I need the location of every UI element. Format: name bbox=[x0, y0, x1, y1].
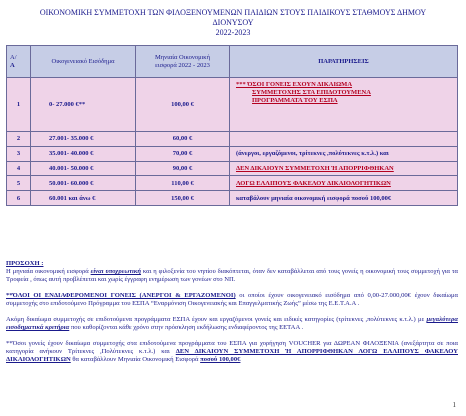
row-fee: 60,00 € bbox=[136, 132, 230, 147]
table-row bbox=[7, 146, 458, 161]
row-number: 1 bbox=[7, 78, 31, 132]
fees-table bbox=[6, 45, 458, 206]
row-fee: 110,00 € bbox=[136, 176, 230, 191]
row-fee: 70,00 € bbox=[136, 146, 230, 161]
row-remarks: ΛΟΓΩ ΕΛΛΙΠΟΥΣ ΦΑΚΕΛΟΥ ΔΙΚΑΙΟΛΟΓΗΤΙΚΩΝ bbox=[230, 176, 458, 191]
note-other-programs: Ακόμη δικαίωμα συμμετοχής σε επιδοτούμενα προγράμματα ΕΣΠΑ έχουν και εργαζόμενοι γονείς και ειδικές κατηγορίες (τρίτεκνες ,πολύτεκνες κ.τ.λ.) με μεγαλύτερα εισοδηματικά κριτήρια που καθορίζονται κάθε χρόνο στην πρόσκληση εκδήλωσης ενδιαφέροντος της ΕΕΤΑΑ . bbox=[6, 316, 458, 331]
row-income: 35.001- 40.000 € bbox=[31, 146, 136, 161]
remarks-espa-note: *** ΌΣΟΙ ΓΟΝΕΙΣ ΕΧΟΥΝ ΔΙΚΑΙΩΜΑ ΣΥΜΜΕΤΟΧΗΣ ΣΤΑ ΕΠΙΔΟΤΟΥΜΕΝΑ ΠΡΟΓΡΑΜΜΑΤΑ ΤΟΥ ΕΣΠΑ bbox=[236, 80, 371, 104]
row-income: 50.001- 60.000 € bbox=[31, 176, 136, 191]
row-income: 0- 27.000 €** bbox=[31, 78, 136, 132]
table-row bbox=[7, 161, 458, 176]
row-fee: 90,00 € bbox=[136, 161, 230, 176]
title-line-3: 2022-2023 bbox=[215, 28, 251, 37]
table-header-row bbox=[7, 46, 458, 78]
note-voucher: **Όσοι γονείς έχουν δικαίωμα συμμετοχής στα επιδοτούμενα προγράμματα του ΕΣΠΑ για χορήγηση VOUCHER για ΔΩΡΕΑΝ ΦΙΛΟΞΕΝΙΑ (ανεξάρτητα σε ποια κατηγορία ανήκουν Τρίτεκνες ,Πολύτεκνες κ.τ.λ.) και ΔΕΝ ΔΙΚΑΙΟΥΝ ΣΥΜΜΕΤΟΧΗ Ή ΑΠΟΡΡΙΦΘΗΚΑΝ ΛΟΓΩ ΕΛΛΙΠΟΥΣ ΦΑΚΕΛΟΥ ΔΙΚΑΙΟΛΟΓΗΤΙΚΩΝ θα καταβάλλουν Μηνιαία Οικονομική Εισφορά ποσού 100,00€ bbox=[6, 340, 458, 363]
row-remarks bbox=[230, 78, 458, 132]
header-income: Οικογενειακό Εισόδημα bbox=[31, 46, 136, 78]
row-fee: 150,00 € bbox=[136, 191, 230, 206]
row-income: 40.001- 50.000 € bbox=[31, 161, 136, 176]
document-title bbox=[0, 8, 466, 38]
header-remarks: ΠΑΡΑΤΗΡΗΣΕΙΣ bbox=[230, 46, 458, 78]
attention-label: ΠΡΟΣΟΧΗ : bbox=[6, 260, 44, 267]
row-remarks: ΔΕΝ ΔΙΚΑΙΟΥΝ ΣΥΜΜΕΤΟΧΗ Ή ΑΠΟΡΡΙΦΘΗΚΑΝ bbox=[230, 161, 458, 176]
row-remarks bbox=[230, 132, 458, 147]
note-all-parents: **ΌΛΟΙ ΟΙ ΕΝΔΙΑΦΕΡΟΜΕΝΟΙ ΓΟΝΕΙΣ (ΑΝΕΡΓΟΙ & ΕΡΓΑΖΟΜΕΝΟΙ) οι οποίοι έχουν οικογενειακό εισόδημα από 0,00-27.000,00€ έχουν δικαίωμα συμμετοχής στο επιδοτούμενο Πρόγραμμα του ΕΣΠΑ “Εναρμόνιση Οικογενειακής και Επαγγελματικής Ζωής” μέσω της Ε.Ε.Τ.Α.Α . bbox=[6, 292, 459, 307]
row-remarks: καταβάλουν μηνιαία οικονομική εισφορά ποσού 100,00€ bbox=[230, 191, 458, 206]
row-number: 2 bbox=[7, 132, 31, 147]
row-fee: 100,00 € bbox=[136, 78, 230, 132]
table-row bbox=[7, 132, 458, 147]
title-line-1: ΟΙΚΟΝΟΜΙΚΗ ΣΥΜΜΕΤΟΧΗ ΤΩΝ ΦΙΛΟΞΕΝΟΥΜΕΝΩΝ ΠΑΙΔΙΩΝ ΣΤΟΥΣ ΠΑΙΔΙΚΟΥΣ ΣΤΑΘΜΟΥΣ ΔΗΜΟΥ bbox=[39, 8, 427, 17]
row-income: 27.001- 35.000 € bbox=[31, 132, 136, 147]
header-fee: Μηνιαία Οικονομική εισφορά 2022 - 2023 bbox=[136, 46, 230, 78]
row-number: 5 bbox=[7, 176, 31, 191]
table-row bbox=[7, 191, 458, 206]
page-number: 1 bbox=[452, 401, 456, 409]
row-remarks: (άνεργοι, εργαζόμενοι, τρίτεκνες ,πολύτεκνες κ.τ.λ.) και bbox=[230, 146, 458, 161]
notes-section bbox=[6, 260, 458, 372]
row-number: 3 bbox=[7, 146, 31, 161]
table-row bbox=[7, 176, 458, 191]
table-row bbox=[7, 78, 458, 132]
row-number: 4 bbox=[7, 161, 31, 176]
note-attention: ΠΡΟΣΟΧΗ : Η μηνιαία οικονομική εισφορά είναι υποχρεωτική και η φιλοξενία του νηπίου διακόπτεται, όταν δεν καταβάλλεται από τους γονείς η οικονομική τους συμμετοχή για τα Τροφεία , όπως αυτή προβλέπεται και χωρίς έγγραφη ενημέρωση των γονέων στο ΝΠ. bbox=[6, 260, 459, 283]
row-income: 60.001 και άνω € bbox=[31, 191, 136, 206]
title-line-2: ΔΙΟΝΥΣΟΥ bbox=[212, 18, 254, 27]
header-aa: Α/ Α bbox=[7, 46, 31, 78]
row-number: 6 bbox=[7, 191, 31, 206]
